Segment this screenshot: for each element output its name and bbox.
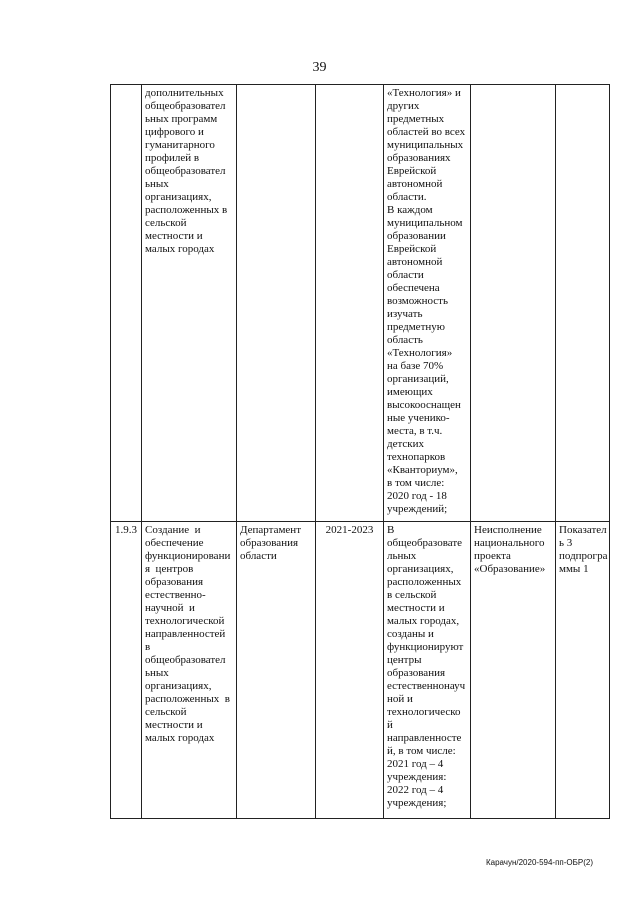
cell-indicator-link <box>556 85 610 522</box>
cell-event-name: дополнительных общеобразовател ьных программ цифрового и гуманитарного профилей в общеобразовател ьных организациях, расположенных в сельской местности и малых городах <box>142 85 237 522</box>
document-code: Карачун/2020-594-пп-ОБР(2) <box>485 858 593 867</box>
program-table <box>110 84 610 819</box>
cell-number <box>111 85 142 522</box>
cell-event-name: Создание и обеспечение функционировани я центров образования естественно- научной и технологической направленностей в общеобразовател ьных организациях, расположенных в сельской местности и малых городах <box>142 522 237 819</box>
cell-expected-result: «Технология» и других предметных областей во всех муниципальных образованиях Еврейской автономной области. В каждом муниципальном образовании Еврейской автономной области обеспечена возможность изучать предметную область «Технология» на базе 70% организаций, имеющих высокооснащен ные ученико- места, в т.ч. детских технопарков «Кванториум», в том числе: 2020 год - 18 учреждений; <box>384 85 471 522</box>
cell-expected-result: В общеобразовате льных организациях, расположенных в сельской местности и малых городах, созданы и функционируют центры образования естественнонауч ной и технологическо й направленносте й, в том числе: 2021 год – 4 учреждения: 2022 год – 4 учреждения; <box>384 522 471 819</box>
cell-consequence <box>471 85 556 522</box>
page-number: 39 <box>312 60 327 75</box>
cell-period <box>316 85 384 522</box>
cell-number: 1.9.3 <box>111 522 142 819</box>
cell-responsible <box>237 85 316 522</box>
cell-consequence: Неисполнение национального проекта «Образование» <box>471 522 556 819</box>
cell-period: 2021-2023 <box>316 522 384 819</box>
table-row <box>111 522 610 819</box>
cell-responsible: Департамент образования области <box>237 522 316 819</box>
table-row <box>111 85 610 522</box>
cell-indicator-link: Показател ь 3 подпрогра ммы 1 <box>556 522 610 819</box>
